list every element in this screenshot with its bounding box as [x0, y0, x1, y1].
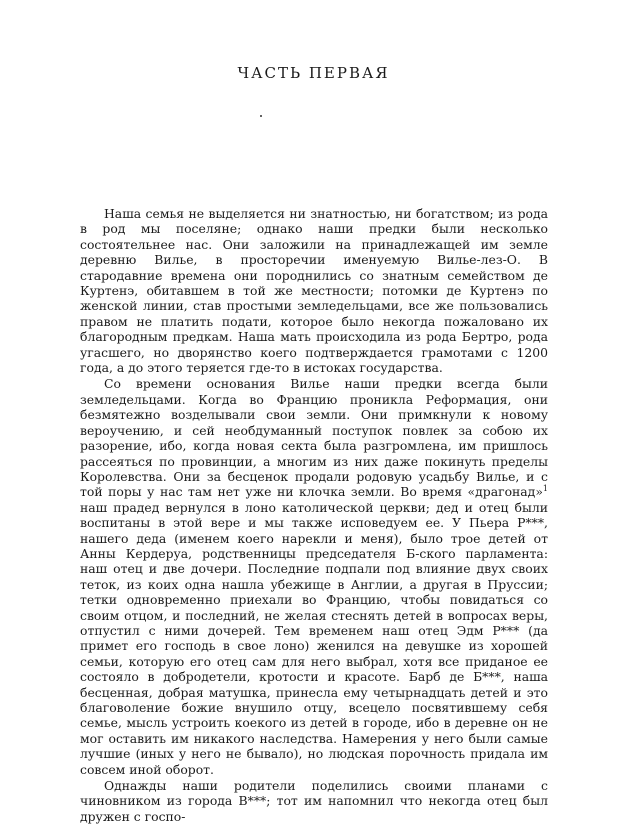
decorative-dot: [260, 115, 262, 117]
paragraph-3: Однажды наши родители поделились своими планами с чиновником из города В***; тот им напомнил что некогда отец был дружен с госпо-: [80, 778, 548, 824]
paragraph-2-text-b: наш прадед вернулся в лоно католической церкви; дед и отец были воспитаны в этой вере и мы также исповедуем ее. У Пьера Р***, нашего деда (именем коего нарекли и меня), было трое детей от Анны Кердеруа, родственницы председателя Б-ского парламента: наш отец и две дочери. Последние подпали под влияние двух своих теток, из коих одна нашла убежище в Англии, а другая в Пруссии; тетки одновременно приехали во Францию, чтобы повидаться со своим отцом, и последний, не желая стеснять детей в вопросах веры, отпустил с ними дочерей. Тем временем наш отец Эдм Р*** (да примет его господь в свое лоно) женился на девушке из хорошей семьи, которую его отец сам для него выбрал, хотя все приданое ее состояло в добродетели, кротости и красоте. Барб де Б***, наша бесценная, добрая матушка, принесла ему четырнадцать детей и это благоволение божие внушило отцу, всецело посвятившему себя семье, мысль устроить коекого из детей в городе, ибо в деревне он не мог оставить им никакого наследства. Намерения у него были самые лучшие (иных у него не бывало), но людская порочность придала им совсем иной оборот.: [80, 499, 548, 777]
paragraph-1: Наша семья не выделяется ни знатностью, ни богатством; из рода в род мы поселяне; однако наши предки были несколько состоятельнее нас. Они заложили на принадлежащей им земле деревню Вилье, в просторечии именуемую Вилье-лез-О. В стародавние времена они породнились со знатным семейством де Куртенэ, обитавшем в той же местности; потомки де Куртенэ по женской линии, став простыми земледельцами, все же пользовались правом не платить подати, которое было некогда пожаловано их благородным предкам. Наша мать происходила из рода Бертро, рода угасшего, но дворянство коего подтверждается грамотами с 1200 года, а до этого теряется где-то в истоках государства.: [80, 206, 548, 376]
paragraph-2-text-a: Со времени основания Вилье наши предки всегда были земледельцами. Когда во Францию проникла Реформация, они безмятежно возделывали свои земли. Они примкнули к новому вероучению, и сей необдуманный поступок повлек за собою их разорение, ибо, когда новая секта была разгромлена, им пришлось рассеяться по провинции, а многим из них даже покинуть пределы Королевства. Они за бесценок продали родовую усадьбу Вилье, и с той поры у нас там нет уже ни клочка земли. Во время «драгонад»: [80, 376, 548, 500]
body-text: [80, 206, 548, 824]
chapter-title: ЧАСТЬ ПЕРВАЯ: [237, 64, 390, 82]
paragraph-2: [80, 376, 548, 777]
footnote-marker: 1: [542, 484, 548, 494]
